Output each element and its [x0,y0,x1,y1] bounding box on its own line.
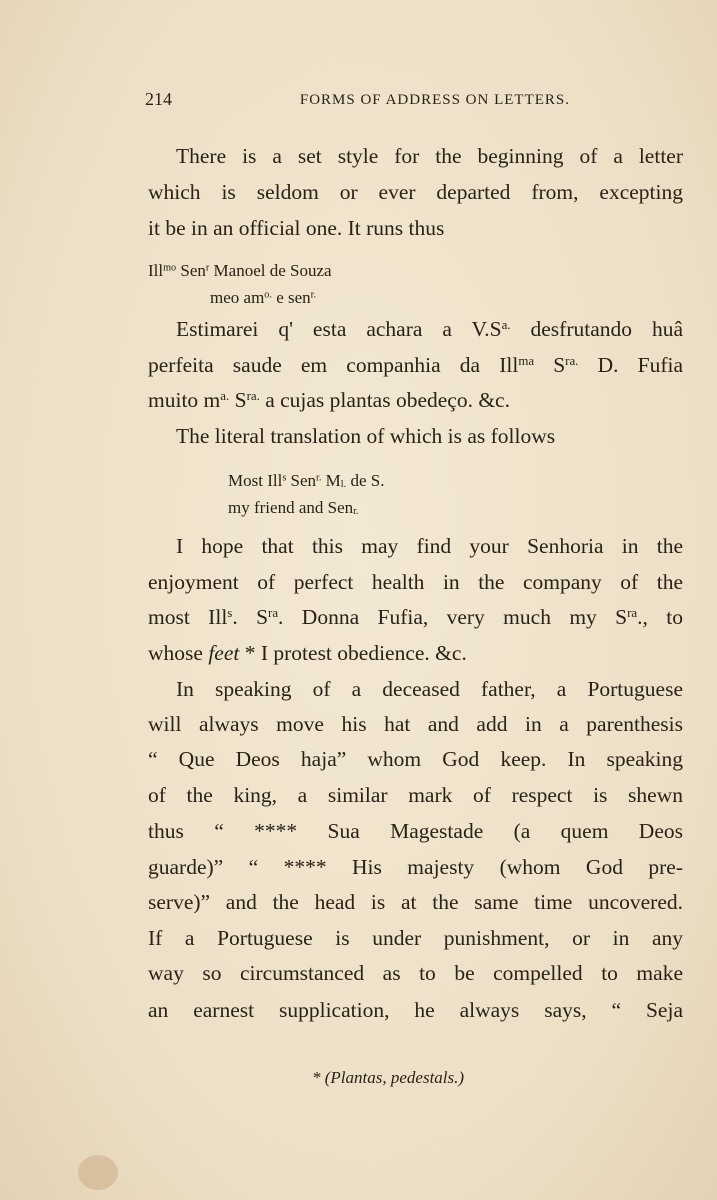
text-line: enjoyment of perfect health in the company of the [148,570,683,594]
text-line: which is seldom or ever departed from, excepting [148,180,683,204]
text-line: Most Ill$^s$ Sen$^{r.}$ $M_{l.}$ de S. [228,471,385,491]
text-line: perfeita saude em companhia da Ill$^{ma}$ $S^{ra.}$ D. Fufia [148,353,683,377]
text-line: I hope that this may find your Senhoria in the [176,534,683,558]
text-line: The literal translation of which is as follows [176,424,556,448]
superscript: a. [220,388,230,403]
superscript: ra [268,605,279,620]
page-number: 214 [145,89,172,109]
text-line: of the king, a similar mark of respect is shewn [148,783,683,807]
superscript: ma [518,353,535,368]
text-line: “ Que Deos haja” whom God keep. In speaking [148,747,683,771]
running-header [145,89,570,110]
subscript: l. [340,479,347,491]
italic-word: feet [208,641,240,665]
text-line: There is a set style for the beginning of a letter [176,144,683,168]
text-line: most Ill$^s$. $S^{ra}$. Donna Fufia, very much my $S^{ra}$., to [148,605,683,629]
text-line: If a Portuguese is under punishment, or in any [148,926,683,950]
running-title: FORMS OF ADDRESS ON LETTERS. [299,92,570,108]
text-line: thus “ **** Sua Magestade (a quem Deos [148,819,683,843]
text-line: In speaking of a deceased father, a Portuguese [176,677,683,701]
text-line: Estimarei q' esta achara a $V.S^{a.}$ desfrutando huâ [176,317,683,341]
superscript: r. [310,289,317,301]
text-line: an earnest supplication, he always says, “ Seja [148,998,683,1022]
text-line: my friend and Sen$_{r.}$ [228,498,359,518]
footnote: * (Plantas, pedestals.) [312,1068,465,1087]
superscript: s [282,472,287,484]
text-line: meo $am^{o.}$ e sen$^{r.}$ [210,288,317,307]
text-line: it be in an official one. It runs thus [148,216,445,240]
superscript: mo [163,262,177,274]
superscript: ra [627,605,638,620]
superscript: r [205,262,210,274]
superscript: s [227,605,233,620]
paper-stain [78,1155,118,1190]
text-line: whose feet * I protest obedience. &c. [148,641,467,665]
text-line: will always move his hat and add in a parenthesis [148,712,683,736]
superscript: o. [264,289,272,301]
text-line: serve)” and the head is at the same time uncovered. [148,890,683,914]
text-line: muito $m^{a.}$ $S^{ra.}$ a cujas plantas obedeço. &c. [148,388,510,412]
subscript: r. [353,506,359,518]
superscript: a. [501,317,511,332]
superscript: ra. [565,353,579,368]
superscript: ra. [246,388,260,403]
superscript: r. [316,472,322,484]
text-line: guarde)” “ **** His majesty (whom God pre- [148,855,683,879]
text-line: way so circumstanced as to be compelled to make [148,961,683,985]
text-line: Ill$^{mo}$ Sen$^r$ Manoel de Souza [148,261,332,280]
